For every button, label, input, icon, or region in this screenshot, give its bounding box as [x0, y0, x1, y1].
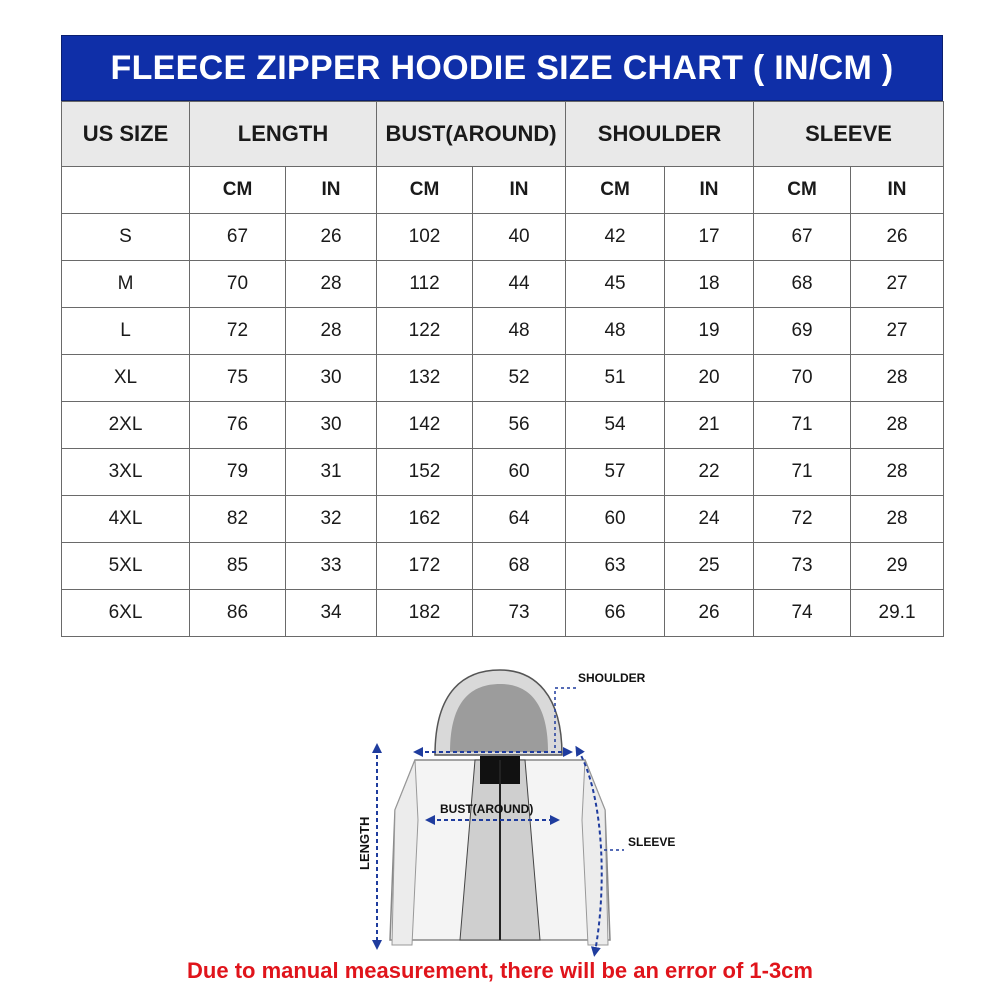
measurement-cell: 42: [566, 214, 665, 261]
measurement-cell: 30: [286, 402, 377, 449]
measurement-cell: 182: [377, 590, 473, 637]
measurement-cell: 64: [473, 496, 566, 543]
measurement-cell: 51: [566, 355, 665, 402]
measurement-cell: 48: [566, 308, 665, 355]
unit-cell: IN: [851, 167, 944, 214]
size-row: [62, 402, 944, 449]
measurement-cell: 30: [286, 355, 377, 402]
unit-cell: CM: [754, 167, 851, 214]
size-row: [62, 449, 944, 496]
size-row: [62, 308, 944, 355]
measurement-cell: 60: [473, 449, 566, 496]
measurement-cell: 26: [665, 590, 754, 637]
length-label: LENGTH: [357, 816, 372, 870]
measurement-cell: 102: [377, 214, 473, 261]
measurement-cell: 73: [754, 543, 851, 590]
measurement-cell: 26: [286, 214, 377, 261]
measurement-cell: 67: [190, 214, 286, 261]
unit-cell: IN: [286, 167, 377, 214]
measurement-cell: 71: [754, 402, 851, 449]
measurement-cell: 68: [473, 543, 566, 590]
sleeve-label: SLEEVE: [628, 835, 676, 849]
size-row: [62, 261, 944, 308]
measurement-cell: 112: [377, 261, 473, 308]
measurement-cell: 32: [286, 496, 377, 543]
size-row: [62, 590, 944, 637]
measurement-cell: 86: [190, 590, 286, 637]
measurement-cell: 68: [754, 261, 851, 308]
measurement-cell: 71: [754, 449, 851, 496]
measurement-cell: 27: [851, 261, 944, 308]
measurement-cell: 44: [473, 261, 566, 308]
units-blank-cell: [62, 167, 190, 214]
measurement-cell: 28: [286, 261, 377, 308]
measurement-cell: 67: [754, 214, 851, 261]
size-row: [62, 355, 944, 402]
measurement-cell: 60: [566, 496, 665, 543]
size-row: [62, 214, 944, 261]
chart-title-bar: [61, 35, 943, 101]
shoulder-label: SHOULDER: [578, 671, 646, 685]
measurement-cell: 28: [851, 402, 944, 449]
unit-cell: IN: [665, 167, 754, 214]
unit-cell: CM: [566, 167, 665, 214]
measurement-cell: 56: [473, 402, 566, 449]
measurement-cell: 19: [665, 308, 754, 355]
measurement-cell: 132: [377, 355, 473, 402]
measurement-cell: 122: [377, 308, 473, 355]
measurement-cell: 28: [851, 355, 944, 402]
measurement-cell: 72: [190, 308, 286, 355]
measurement-cell: 70: [190, 261, 286, 308]
bust-label: BUST(AROUND): [440, 802, 534, 816]
measurement-cell: 33: [286, 543, 377, 590]
header-sleeve: SLEEVE: [754, 102, 944, 167]
measurement-cell: 45: [566, 261, 665, 308]
measurement-cell: 69: [754, 308, 851, 355]
measurement-cell: 17: [665, 214, 754, 261]
chart-title: FLEECE ZIPPER HOODIE SIZE CHART ( IN/CM ): [110, 48, 894, 87]
measurement-cell: 21: [665, 402, 754, 449]
measurement-cell: 27: [851, 308, 944, 355]
size-label-cell: L: [62, 308, 190, 355]
measurement-cell: 28: [851, 449, 944, 496]
measurement-cell: 73: [473, 590, 566, 637]
size-label-cell: S: [62, 214, 190, 261]
size-row: [62, 496, 944, 543]
size-label-cell: M: [62, 261, 190, 308]
header-shoulder: SHOULDER: [566, 102, 754, 167]
unit-cell: CM: [190, 167, 286, 214]
measurement-cell: 63: [566, 543, 665, 590]
measurement-cell: 172: [377, 543, 473, 590]
measurement-cell: 28: [286, 308, 377, 355]
size-chart-table: [61, 101, 944, 637]
measurement-cell: 72: [754, 496, 851, 543]
measurement-cell: 57: [566, 449, 665, 496]
measurement-cell: 152: [377, 449, 473, 496]
size-label-cell: 4XL: [62, 496, 190, 543]
size-label-cell: 2XL: [62, 402, 190, 449]
measurement-cell: 52: [473, 355, 566, 402]
header-row: [62, 102, 944, 167]
measurement-cell: 18: [665, 261, 754, 308]
header-us-size: US SIZE: [62, 102, 190, 167]
measurement-cell: 40: [473, 214, 566, 261]
measurement-cell: 34: [286, 590, 377, 637]
measurement-cell: 22: [665, 449, 754, 496]
measurement-cell: 28: [851, 496, 944, 543]
units-row: [62, 167, 944, 214]
measurement-cell: 75: [190, 355, 286, 402]
measurement-cell: 74: [754, 590, 851, 637]
measurement-cell: 79: [190, 449, 286, 496]
measurement-cell: 29: [851, 543, 944, 590]
measurement-cell: 142: [377, 402, 473, 449]
measurement-cell: 25: [665, 543, 754, 590]
measurement-cell: 26: [851, 214, 944, 261]
measurement-cell: 54: [566, 402, 665, 449]
unit-cell: CM: [377, 167, 473, 214]
measurement-cell: 48: [473, 308, 566, 355]
measurement-error-note: Due to manual measurement, there will be an error of 1-3cm: [187, 958, 813, 983]
measurement-cell: 82: [190, 496, 286, 543]
hoodie-measurement-diagram: [340, 660, 740, 960]
measurement-cell: 66: [566, 590, 665, 637]
measurement-cell: 70: [754, 355, 851, 402]
measurement-cell: 20: [665, 355, 754, 402]
measurement-cell: 85: [190, 543, 286, 590]
measurement-cell: 162: [377, 496, 473, 543]
measurement-cell: 29.1: [851, 590, 944, 637]
measurement-cell: 31: [286, 449, 377, 496]
measurement-cell: 76: [190, 402, 286, 449]
size-label-cell: 3XL: [62, 449, 190, 496]
header-length: LENGTH: [190, 102, 377, 167]
unit-cell: IN: [473, 167, 566, 214]
size-row: [62, 543, 944, 590]
measurement-cell: 24: [665, 496, 754, 543]
size-label-cell: XL: [62, 355, 190, 402]
size-label-cell: 6XL: [62, 590, 190, 637]
size-label-cell: 5XL: [62, 543, 190, 590]
header-bust: BUST(AROUND): [377, 102, 566, 167]
